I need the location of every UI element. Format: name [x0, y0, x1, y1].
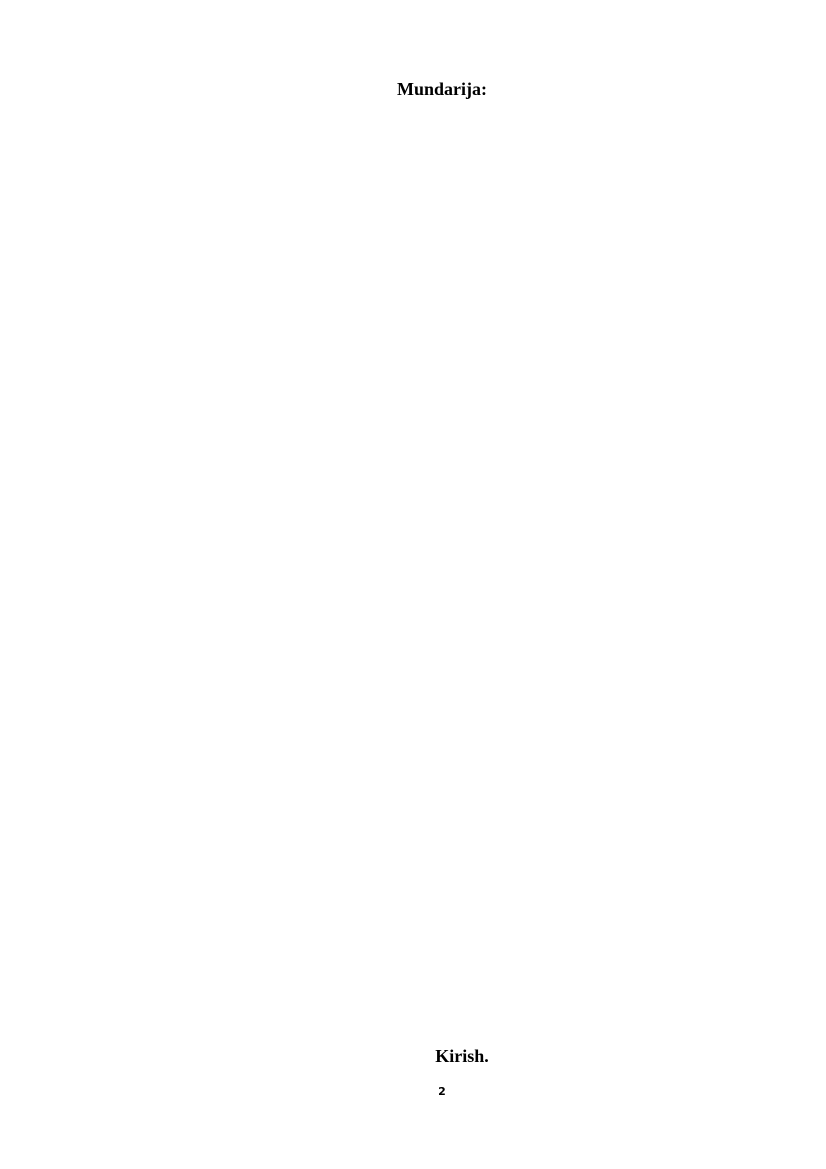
page-number: 2 — [438, 1085, 446, 1098]
toc-title: Mundarija: — [397, 79, 487, 99]
section-title: Kirish. — [435, 1046, 489, 1066]
